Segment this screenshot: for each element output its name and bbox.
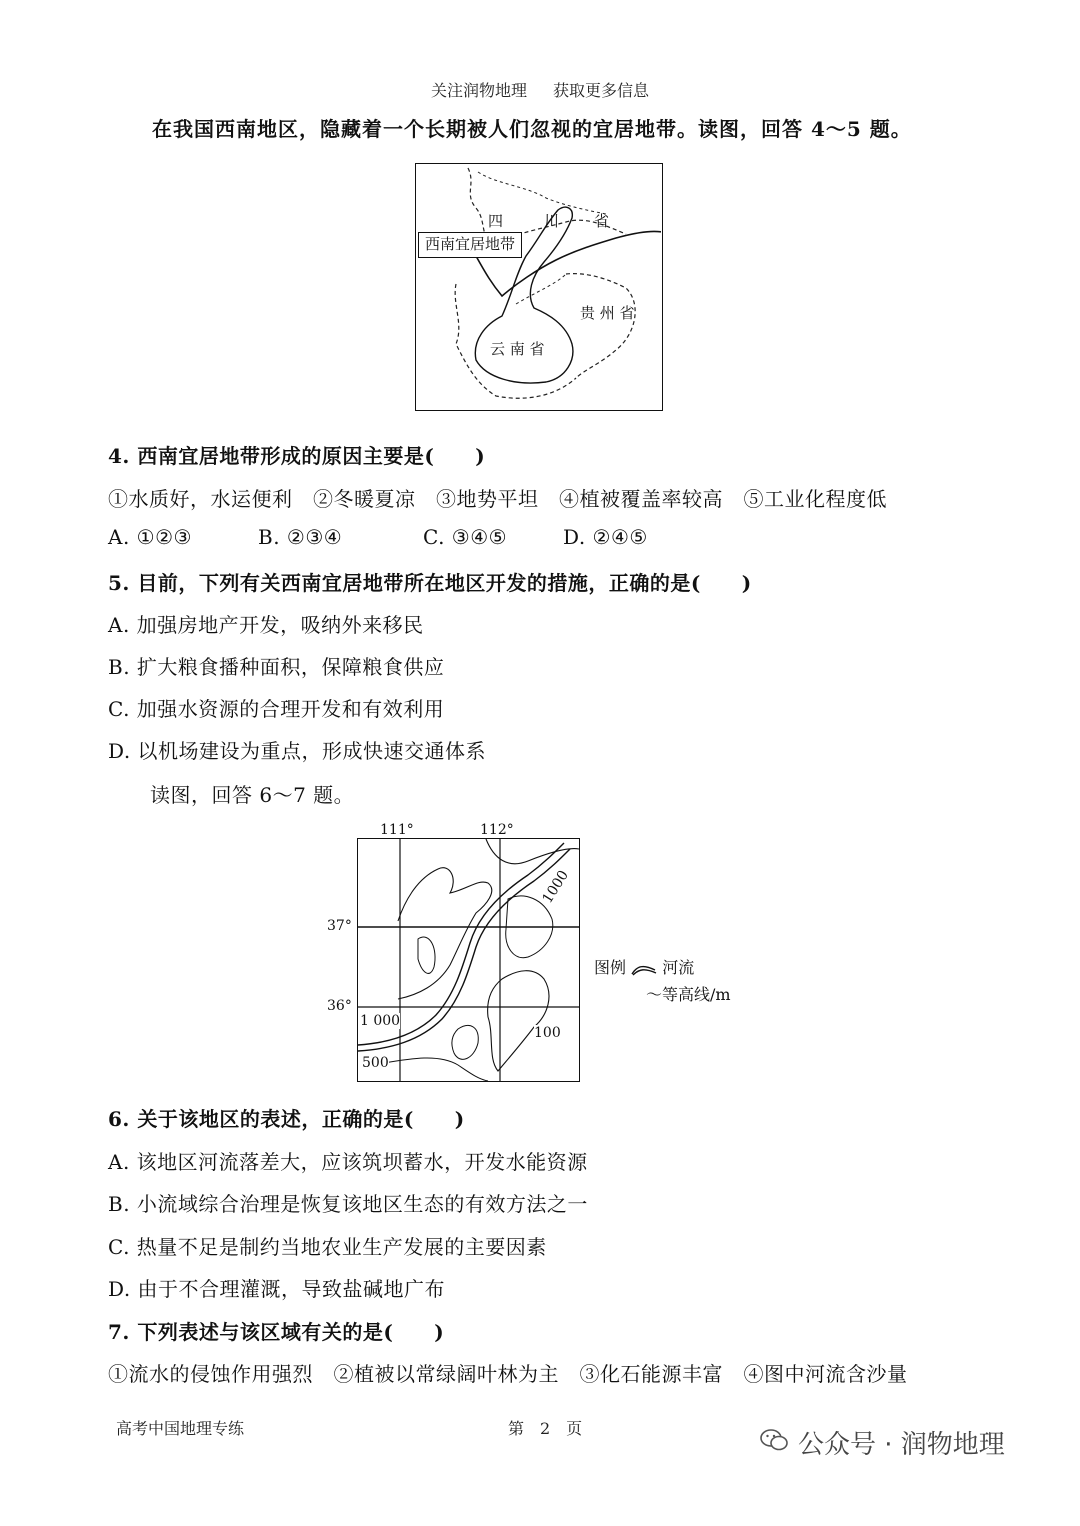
- header-note: [0, 78, 1080, 101]
- belt-label: 西南宜居地带: [424, 235, 515, 253]
- intro-4-5: 在我国西南地区，隐藏着一个长期被人们忽视的宜居地带。读图，回答 4～5 题。: [152, 117, 912, 141]
- map-southwest-livable-belt: [415, 163, 663, 411]
- q4-option-c: C. ③④⑤: [423, 525, 508, 549]
- wechat-icon: [760, 1428, 788, 1452]
- river-symbol-icon: [631, 962, 657, 976]
- q5-option-d: D. 以机场建设为重点，形成快速交通体系: [108, 739, 487, 763]
- lon-111: 111°: [380, 822, 414, 838]
- q4-option-d: D. ②④⑤: [563, 525, 648, 549]
- legend-river-label: 河流: [662, 958, 695, 977]
- sichuan-sheng: 省: [594, 212, 610, 230]
- contour-symbol-icon: ～: [646, 985, 663, 1004]
- q6-option-b: B. 小流域综合治理是恢复该地区生态的有效方法之一: [108, 1192, 588, 1216]
- legend-river: [594, 955, 694, 978]
- q7-items: ①流水的侵蚀作用强烈 ②植被以常绿阔叶林为主 ③化石能源丰富 ④图中河流含沙量: [108, 1362, 908, 1386]
- legend-contour: [646, 982, 731, 1005]
- footer-page: 第 2 页: [508, 1419, 583, 1438]
- belt-label-box: [418, 232, 522, 258]
- header-right: 获取更多信息: [553, 81, 650, 100]
- q4-stem: 4. 西南宜居地带形成的原因主要是( ): [108, 444, 486, 468]
- footer-title: 高考中国地理专练: [116, 1419, 245, 1438]
- contour-label-500: 500: [362, 1055, 389, 1071]
- lon-112: 112°: [480, 822, 514, 838]
- header-left: 关注润物地理: [430, 81, 527, 100]
- q4-option-a: A. ①②③: [108, 525, 192, 549]
- q5-stem: 5. 目前，下列有关西南宜居地带所在地区开发的措施，正确的是( ): [108, 571, 752, 595]
- lat-36: 36°: [327, 998, 352, 1014]
- contour-label-100: 100: [534, 1025, 561, 1041]
- q6-option-a: A. 该地区河流落差大，应该筑坝蓄水，开发水能资源: [108, 1150, 588, 1174]
- legend-title: 图例: [594, 958, 627, 977]
- sichuan-si: 四: [488, 212, 504, 230]
- contour-label-1000-top: 1000: [539, 867, 573, 907]
- q7-stem: 7. 下列表述与该区域有关的是( ): [108, 1320, 445, 1344]
- guizhou-label: 贵 州 省: [580, 304, 635, 322]
- intro-6-7: 读图，回答 6～7 题。: [150, 783, 355, 807]
- map-contour-region: [357, 838, 580, 1082]
- watermark-text: 公众号 · 润物地理: [798, 1430, 1005, 1460]
- q6-stem: 6. 关于该地区的表述，正确的是( ): [108, 1107, 465, 1131]
- q5-option-a: A. 加强房地产开发，吸纳外来移民: [108, 613, 424, 637]
- q6-option-d: D. 由于不合理灌溉，导致盐碱地广布: [108, 1277, 446, 1301]
- sichuan-chuan: 川: [544, 212, 560, 230]
- lat-37: 37°: [327, 918, 352, 934]
- q4-option-b: B. ②③④: [258, 525, 343, 549]
- q6-option-c: C. 热量不足是制约当地农业生产发展的主要因素: [108, 1235, 547, 1259]
- q4-items: ①水质好，水运便利 ②冬暖夏凉 ③地势平坦 ④植被覆盖率较高 ⑤工业化程度低: [108, 487, 887, 511]
- legend-contour-label: 等高线/m: [662, 985, 731, 1004]
- q5-option-b: B. 扩大粮食播种面积，保障粮食供应: [108, 655, 445, 679]
- q5-option-c: C. 加强水资源的合理开发和有效利用: [108, 697, 445, 721]
- yunnan-label: 云 南 省: [490, 340, 545, 358]
- contour-label-1000-left: 1 000: [360, 1013, 401, 1029]
